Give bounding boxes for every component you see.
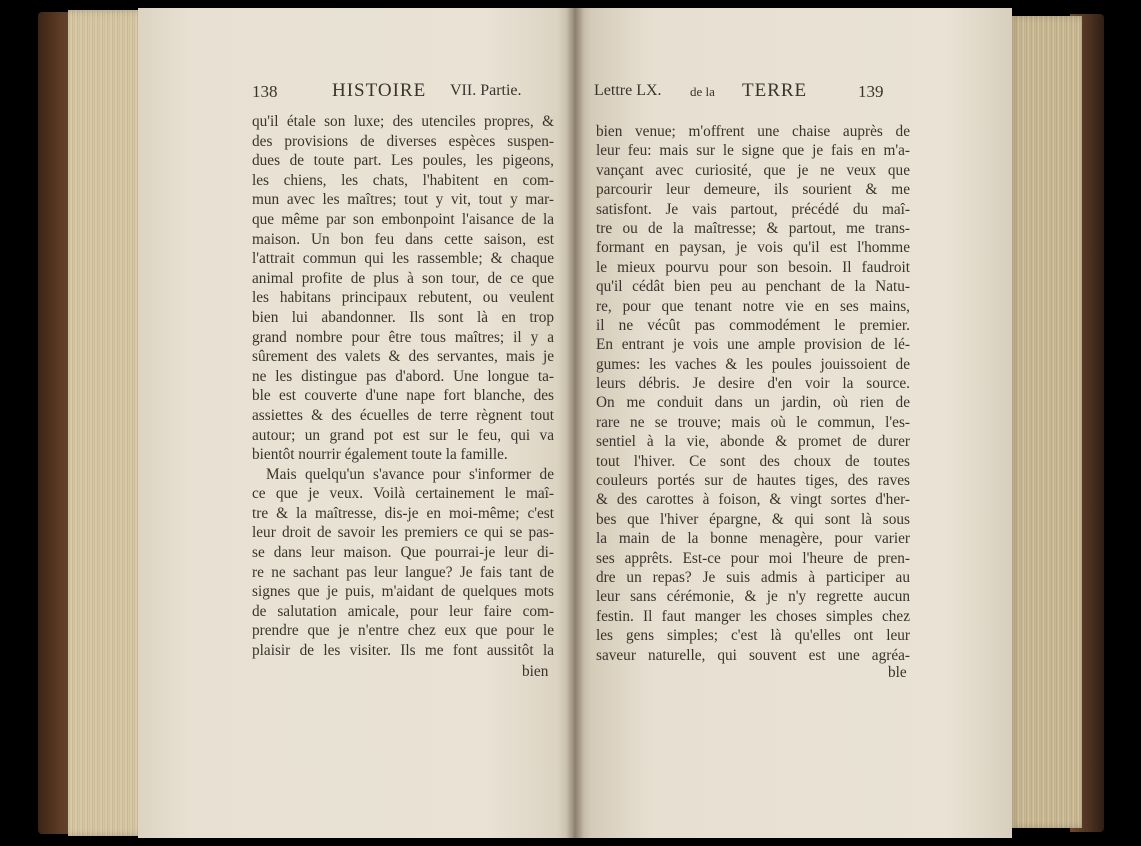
left-part-label: VII. Partie.	[450, 82, 522, 99]
text-line: signes que je puis, m'aidant de quelques mots	[252, 583, 554, 601]
text-line: On me conduit dans un jardin, où rien de	[596, 394, 910, 412]
text-line: maison. Un bon feu dans cette saison, est	[252, 230, 554, 248]
right-page-edges	[1010, 16, 1082, 828]
left-page-number: 138	[252, 82, 278, 101]
text-line: qu'il étale son luxe; des utenciles propres, &	[252, 113, 554, 130]
text-line: que même par son embonpoint l'aisance de la	[252, 210, 554, 228]
text-line: l'attrait commun qui les rassemble; & chaque	[252, 250, 554, 268]
text-line: bien venue; m'offrent une chaise auprès de	[596, 123, 910, 140]
right-page	[574, 8, 1012, 838]
text-line: les gens simples; c'est là qu'elles ont leur	[596, 627, 910, 645]
text-line: qu'il cédât bien peu au penchant de la Natu-	[596, 278, 910, 296]
left-page-text	[252, 112, 554, 661]
text-line: re, pour que tenant notre vie en ses mains,	[596, 297, 910, 315]
text-line: bien lui abandonner. Ils sont là en trop	[252, 308, 554, 326]
text-line: satisfont. Je vais partout, précédé du maî-	[596, 200, 910, 218]
text-line: les chiens, les chats, l'habitent en com-	[252, 171, 554, 189]
text-line: leur droit de savoir les premiers ce qui se pas-	[252, 524, 554, 542]
text-line: parcourir leur demeure, ils sourient & me	[596, 181, 910, 199]
text-line: tout l'hiver. Ce sont des choux de toutes	[596, 452, 910, 470]
left-page-header	[252, 80, 552, 108]
text-line: bientôt nourrir également toute la famille.	[252, 446, 508, 464]
right-title-prefix: de la	[690, 84, 715, 99]
text-line: grand nombre pour être tous maîtres; il y a	[252, 328, 554, 346]
right-catchword: ble	[888, 664, 907, 681]
text-line: En entrant je vois une ample provision de lé-	[596, 336, 910, 354]
text-line: saveur naturelle, qui souvent est une agréa-	[596, 646, 910, 664]
text-line: animal profite de plus à son tour, de ce que	[252, 269, 554, 287]
text-line: re ne sachant pas leur langue? Je fais tant de	[252, 563, 554, 581]
text-line: tre ou de la maîtresse; & partout, me trans-	[596, 219, 910, 237]
text-line: les habitans principaux rebutent, ou veulent	[252, 289, 554, 307]
text-line: des provisions de diverses espèces suspen-	[252, 132, 554, 150]
text-line: & des carottes à foison, & vingt sortes d'her-	[596, 491, 910, 509]
text-line: rare ne se trouve; mais où le commun, l'es-	[596, 413, 910, 431]
left-catchword: bien	[522, 663, 549, 680]
text-line: couleurs portés sur de hautes tiges, des raves	[596, 472, 910, 490]
text-line: tre & la maîtresse, dis-je en moi-même; c'est	[252, 504, 554, 522]
right-running-title: TERRE	[742, 80, 808, 101]
text-line: leur feu: mais sur le signe que je fais en m'a-	[596, 142, 910, 160]
right-page-number: 139	[858, 82, 884, 101]
text-line: plaisir de les visiter. Ils me font aussitôt la	[252, 642, 554, 660]
text-line: formant en paysan, je vois qu'il est l'homme	[596, 239, 910, 257]
text-line: ce que je veux. Voilà certainement le maî-	[252, 485, 554, 503]
text-line: la main de la bonne menagère, pour varier	[596, 530, 910, 548]
left-running-title: HISTOIRE	[332, 80, 427, 101]
text-line: sentiel à la vie, abonde & promet de durer	[596, 433, 910, 451]
text-line: se dans leur maison. Que pourrai-je leur di-	[252, 544, 554, 562]
text-line: dre un repas? Je suis admis à participer au	[596, 568, 910, 586]
text-line: dues de toute part. Les poules, les pigeons,	[252, 152, 554, 170]
right-page-header	[594, 80, 910, 108]
text-line: prendre que je n'entre chez eux que pour le	[252, 622, 554, 640]
text-line: mun avec les maîtres; tout y vit, tout y mar-	[252, 191, 554, 209]
text-line: festin. Il faut manger les choses simples chez	[596, 607, 910, 625]
text-line: leur sans cérémonie, & je n'y regrette aucun	[596, 588, 910, 606]
text-line: le mieux pourvu pour son besoin. Il faudroit	[596, 258, 910, 276]
open-book	[38, 8, 1104, 838]
left-page	[138, 8, 574, 838]
text-line: ne les distingue pas d'abord. Une longue ta-	[252, 367, 554, 385]
right-page-text	[596, 122, 910, 665]
text-line: Mais quelqu'un s'avance pour s'informer de	[266, 465, 554, 483]
text-line: sûrement des valets & des servantes, mais je	[252, 348, 554, 366]
text-line: ble est couverte d'une nape fort blanche, des	[252, 387, 554, 405]
text-line: leurs débris. Je desire d'en voir la source.	[596, 375, 910, 393]
text-line: de salutation amicale, pour leur faire com-	[252, 602, 554, 620]
text-line: gumes: les vaches & les poules jouissoient de	[596, 355, 910, 373]
text-line: bes que l'hiver épargne, & qui sont là sous	[596, 510, 910, 528]
right-letter-label: Lettre LX.	[594, 82, 662, 99]
text-line: autour; un grand pot est sur le feu, qui va	[252, 426, 554, 444]
text-line: ses apprêts. Est-ce pour moi l'heure de pren-	[596, 549, 910, 567]
book-gutter	[566, 8, 584, 838]
text-line: il ne vécût pas commodément le premier.	[596, 316, 910, 334]
text-line: vançant avec curiosité, que je ne veux que	[596, 161, 910, 179]
text-line: assiettes & des écuelles de terre règnent tout	[252, 406, 554, 424]
